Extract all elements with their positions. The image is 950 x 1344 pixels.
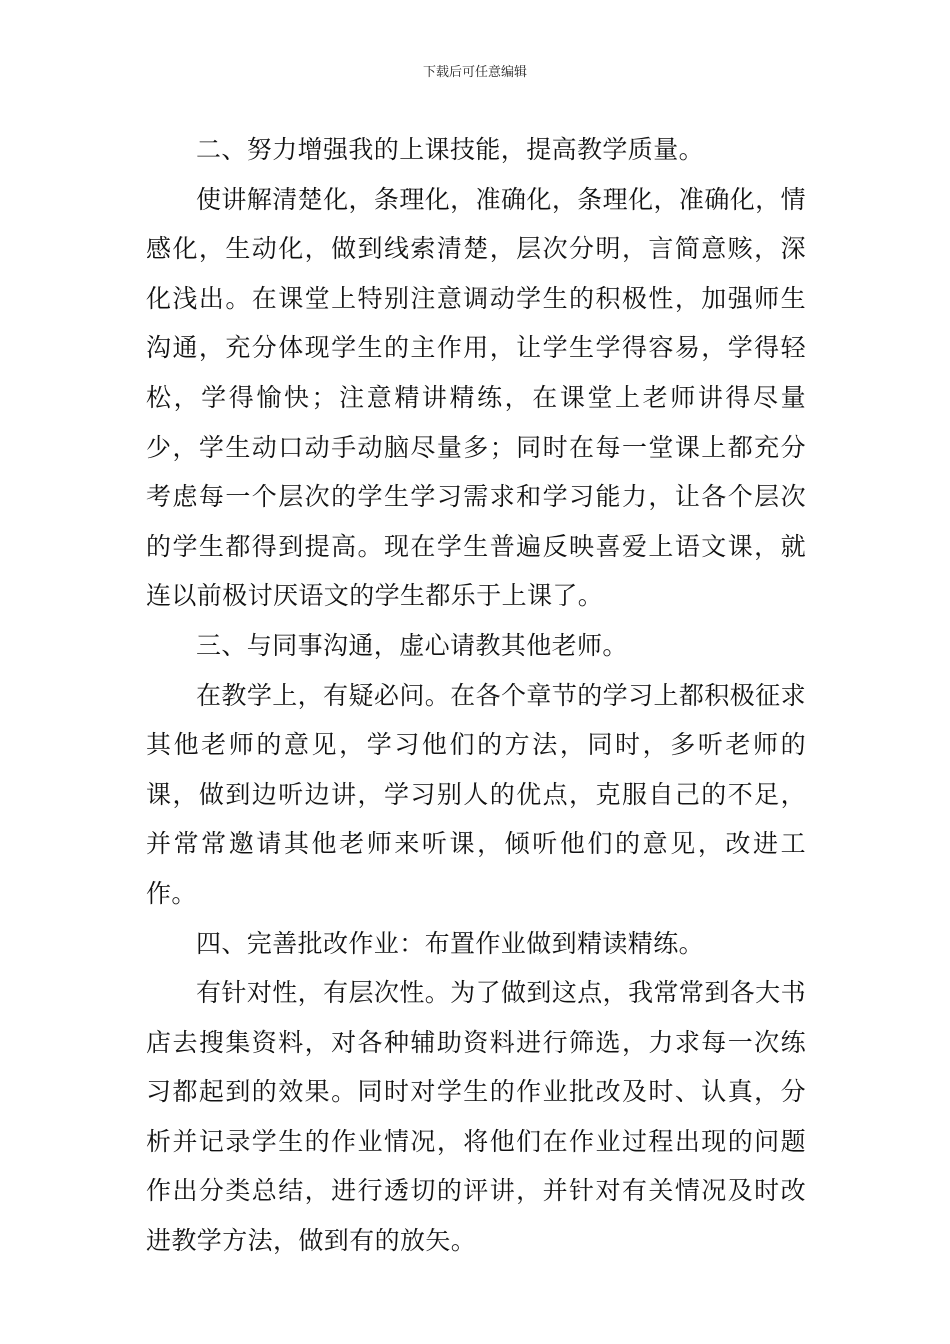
section-heading-three: 三、与同事沟通，虚心请教其他老师。 (196, 630, 628, 660)
section-heading-four: 四、完善批改作业：布置作业做到精读精练。 (196, 928, 705, 958)
section-heading-two: 二、努力增强我的上课技能，提高教学质量。 (196, 135, 705, 164)
paragraph-colleague-communication: 在教学上，有疑必问。在各个章节的学习上都积极征求其他老师的意见，学习他们的方法，同时，多听老师的课，做到边听边讲，学习别人的优点，克服自己的不足，并常常邀请其他老师来听课，倾听他们的意见，改进工作。 (146, 680, 806, 908)
page-header: 下载后可任意编辑 (422, 65, 527, 80)
paragraph-homework: 有针对性，有层次性。为了做到这点，我常常到各大书店去搜集资料，对各种辅助资料进行筛选，力求每一次练习都起到的效果。同时对学生的作业批改及时、认真，分析并记录学生的作业情况，将他们在作业过程出现的问题作出分类总结，进行透切的评讲，并针对有关情况及时改进教学方法，做到有的放矢。 (146, 978, 806, 1256)
paragraph-teaching-skills: 使讲解清楚化，条理化，准确化，条理化，准确化，情感化，生动化，做到线索清楚，层次分明，言简意赅，深化浅出。在课堂上特别注意调动学生的积极性，加强师生沟通，充分体现学生的主作用，让学生学得容易，学得轻松，学得愉快；注意精讲精练，在课堂上老师讲得尽量少，学生动口动手动脑尽量多；同时在每一堂课上都充分考虑每一个层次的学生学习需求和学习能力，让各个层次的学生都得到提高。现在学生普遍反映喜爱上语文课，就连以前极讨厌语文的学生都乐于上课了。 (146, 184, 806, 611)
document-body (146, 125, 806, 1266)
